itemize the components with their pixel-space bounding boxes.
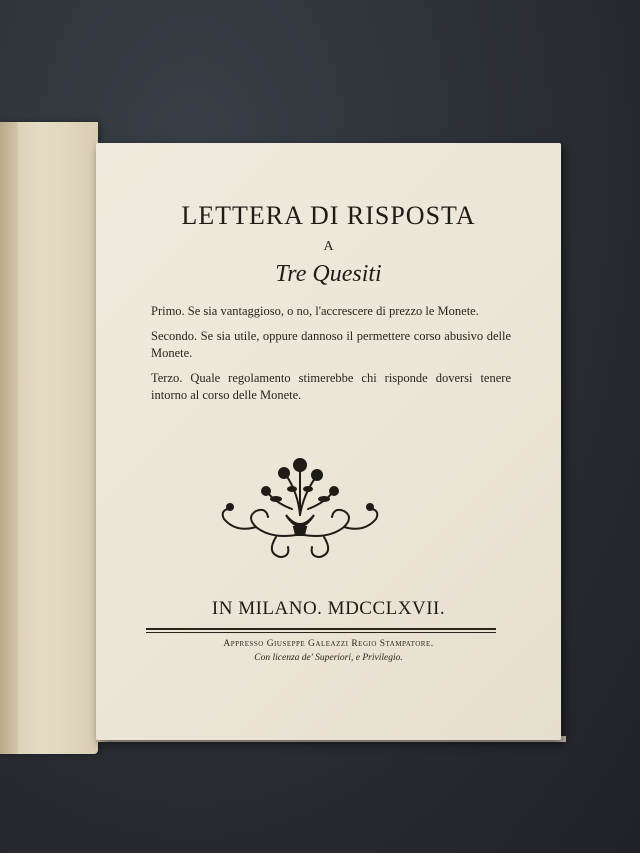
question-second: Secondo. Se sia utile, oppure dannoso il permettere corso abusivo delle Monete. bbox=[151, 329, 511, 360]
divider-thick bbox=[146, 628, 496, 630]
license-line: Con licenza de' Superiori, e Privilegio. bbox=[254, 653, 403, 663]
printer-line: Appresso Giuseppe Galeazzi Regio Stampatore. bbox=[223, 639, 434, 649]
title-connector: A bbox=[323, 239, 334, 254]
imprint-place-date: IN MILANO. MDCCLXVII. bbox=[211, 598, 446, 619]
questions-list bbox=[151, 303, 511, 412]
page-subtitle: Tre Quesiti bbox=[275, 261, 382, 287]
floral-vase-ornament-icon bbox=[216, 453, 384, 563]
left-page-leaf bbox=[0, 122, 98, 754]
question-third: Terzo. Quale regolamento stimerebbe chi risponde doversi tenere intorno al corso delle Monete. bbox=[151, 371, 511, 402]
page-title: LETTERA DI RISPOSTA bbox=[181, 201, 476, 230]
question-first: Primo. Se sia vantaggioso, o no, l'accrescere di prezzo le Monete. bbox=[151, 304, 479, 318]
title-page bbox=[96, 143, 561, 740]
divider-thin bbox=[146, 632, 496, 633]
